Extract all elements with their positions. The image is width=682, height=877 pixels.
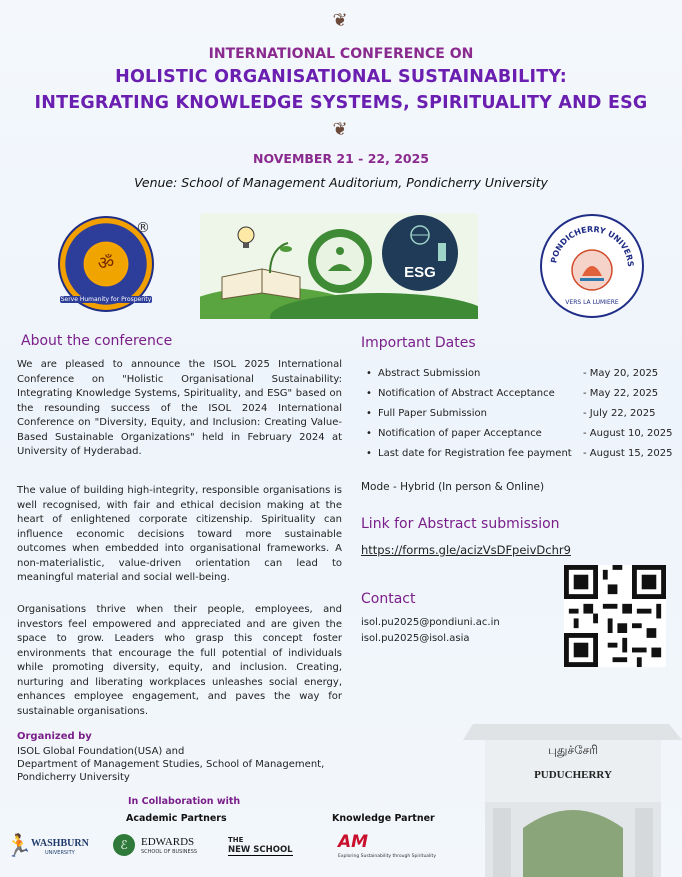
bottom-ornament: ❦ — [332, 119, 350, 140]
conference-title-line1: HOLISTIC ORGANISATIONAL SUSTAINABILITY: — [115, 67, 567, 87]
svg-text:ESG: ESG — [404, 264, 436, 281]
isol-motto: Serve Humanity for Prosperity — [60, 296, 152, 303]
bullet: • — [366, 428, 372, 439]
edwards-name: EDWARDS — [141, 836, 195, 848]
contact-email-2[interactable]: isol.pu2025@isol.asia — [361, 633, 470, 644]
contact-heading: Contact — [361, 591, 416, 607]
knowledge-partner-label: Knowledge Partner — [332, 813, 435, 824]
edwards-crest-icon: ℰ — [113, 834, 135, 856]
conference-title-line2: INTEGRATING KNOWLEDGE SYSTEMS, SPIRITUALITY AND ESG — [34, 93, 648, 113]
om-symbol-icon: ॐ — [86, 244, 126, 284]
date-label: Last date for Registration fee payment — [378, 448, 572, 459]
svg-text:PONDICHERRY UNIVERSITY: PONDICHERRY UNIVERS — [549, 224, 636, 268]
pondicherry-university-logo — [540, 214, 644, 318]
puducherry-arch-image — [463, 700, 682, 877]
date-value: - August 15, 2025 — [583, 448, 673, 459]
sustainability-illustration — [200, 213, 478, 319]
date-value: - July 22, 2025 — [583, 408, 656, 419]
washburn-logo — [5, 832, 100, 864]
date-label: Abstract Submission — [378, 368, 481, 379]
about-paragraph-3: Organisations thrive when their people, employees, and investors feel empowered and appreciated and are given the space to grow. Leaders who grasp this concept foster environments that encourage the full potential of individuals while promoting diversity, equity, and inclusion. Creating, nurturing and liberating workplaces unleashes social energy, enhances employee engagement, and paves the way for sustainable organisations. — [17, 604, 342, 717]
svg-text:புதுச்சேரி: புதுச்சேரி — [548, 743, 598, 757]
conference-dates: NOVEMBER 21 - 22, 2025 — [252, 151, 430, 166]
organized-by-heading: Organized by — [17, 731, 92, 742]
conference-venue: Venue: School of Management Auditorium, Pondicherry University — [134, 175, 548, 190]
new-school-the: THE — [228, 836, 244, 844]
bullet: • — [366, 388, 372, 399]
date-row — [363, 448, 673, 468]
about-paragraph-1: We are pleased to announce the ISOL 2025 International Conference on "Holistic Organisational Sustainability: Integrating Knowledge Systems, Spirituality, and ESG" based on the resounding success of the ISOL 2024 International Conference on "Diversity, Equity, and Inclusion: Creating Value-Based Sustainable Organizations" held in February 2024 at University of Hyderabad. — [17, 359, 342, 457]
organizer-line-3: Pondicherry University — [17, 772, 130, 783]
date-row — [363, 368, 673, 388]
organizer-line-2: Department of Management Studies, School of Management, — [17, 759, 325, 770]
top-ornament: ❦ — [332, 10, 350, 31]
conference-kicker: INTERNATIONAL CONFERENCE ON — [208, 46, 474, 62]
contact-email-1[interactable]: isol.pu2025@pondiuni.ac.in — [361, 617, 500, 628]
edwards-sub: SCHOOL OF BUSINESS — [141, 849, 198, 855]
collaboration-heading: In Collaboration with — [128, 796, 241, 807]
organizer-line-1: ISOL Global Foundation(USA) and — [17, 746, 185, 757]
aim-tagline: Exploring Sustainability through Spirituality — [338, 854, 436, 859]
important-dates-list — [363, 368, 673, 468]
important-dates-heading: Important Dates — [361, 335, 476, 351]
aim-logo — [338, 832, 436, 864]
organizers — [17, 745, 324, 784]
bullet: • — [366, 368, 372, 379]
date-label: Notification of paper Acceptance — [378, 428, 542, 439]
about-paragraph-2: The value of building high-integrity, responsible organisations is well recognised, with fair and ethical decision making at the heart of enlightened corporate citizenship. Spirituality can influence economic decisions toward more sustainable outcomes when embedded into organisational frameworks. A non-materialistic, value-driven orientation can lead to meaningful material and social well-being. — [17, 485, 342, 583]
runner-icon: 🏃 — [5, 834, 33, 859]
registered-mark: ® — [136, 220, 150, 236]
esg-globe-icon — [382, 215, 458, 291]
new-school-name: NEW SCHOOL — [228, 845, 293, 855]
washburn-sub: UNIVERSITY — [45, 850, 75, 856]
bullet: • — [366, 448, 372, 459]
date-label: Notification of Abstract Acceptance — [378, 388, 555, 399]
date-value: - May 20, 2025 — [583, 368, 659, 379]
new-school-logo — [228, 832, 298, 864]
aim-mark: AM — [338, 832, 369, 852]
contact-emails — [361, 615, 500, 647]
svg-text:VERS LA LUMIERE: VERS LA LUMIERE — [565, 299, 619, 306]
date-label: Full Paper Submission — [378, 408, 487, 419]
date-row — [363, 388, 673, 408]
date-value: - May 22, 2025 — [583, 388, 659, 399]
academic-partners-label: Academic Partners — [126, 813, 227, 824]
date-row — [363, 428, 673, 448]
washburn-name: WASHBURN — [31, 838, 89, 849]
qr-code[interactable] — [564, 565, 666, 667]
edwards-logo — [113, 832, 218, 864]
date-value: - August 10, 2025 — [583, 428, 673, 439]
abstract-link-heading: Link for Abstract submission — [361, 516, 560, 532]
conference-mode: Mode - Hybrid (In person & Online) — [361, 481, 545, 493]
date-row — [363, 408, 673, 428]
bullet: • — [366, 408, 372, 419]
about-heading: About the conference — [21, 333, 173, 349]
meditation-recycle-icon — [308, 229, 372, 293]
abstract-submission-link[interactable]: https://forms.gle/acizVsDFpeivDchr9 — [361, 543, 571, 557]
svg-text:PUDUCHERRY: PUDUCHERRY — [534, 769, 612, 781]
